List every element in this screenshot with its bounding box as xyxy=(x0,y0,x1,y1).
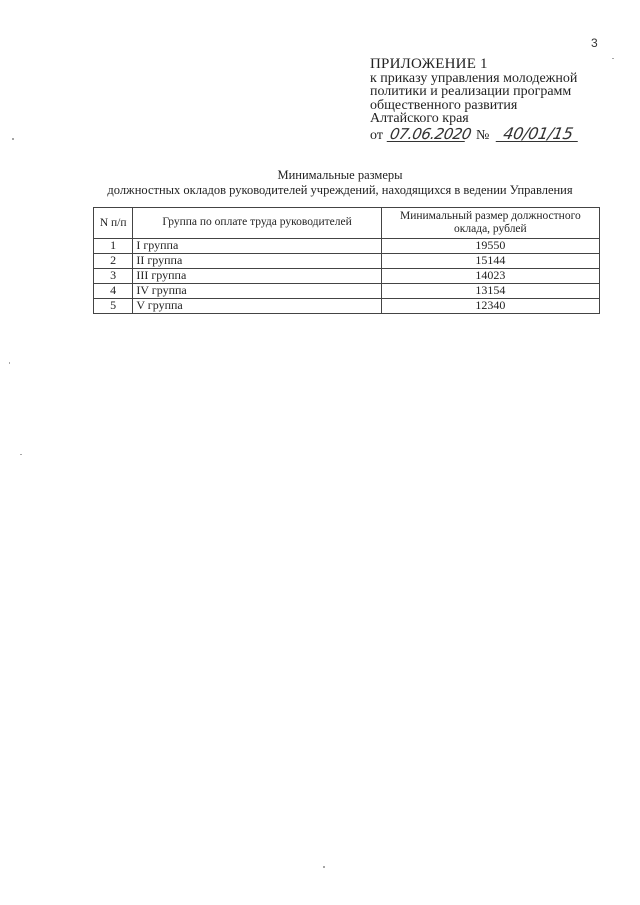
cell-n: 1 xyxy=(94,239,133,254)
annex-line: к приказу управления молодежной xyxy=(370,70,578,86)
cell-n: 2 xyxy=(94,254,133,269)
number-sign: № xyxy=(475,127,490,143)
cell-amount: 15144 xyxy=(381,254,599,269)
scan-speck xyxy=(323,866,325,868)
scan-speck xyxy=(9,362,10,364)
document-subheading: должностных окладов руководителей учреждений, находящихся в ведении Управления xyxy=(107,183,573,197)
date-prefix: от xyxy=(370,127,383,143)
scan-speck xyxy=(612,58,614,59)
scan-speck xyxy=(12,138,14,140)
handwritten-order-number: 40/01/15 xyxy=(495,127,580,142)
table-row xyxy=(94,254,600,269)
table-row xyxy=(94,269,600,284)
annex-title: ПРИЛОЖЕНИЕ 1 xyxy=(370,56,488,72)
cell-group: V группа xyxy=(133,299,381,314)
annex-line: Алтайского края xyxy=(370,111,469,126)
cell-group: IV группа xyxy=(133,284,381,299)
cell-n: 3 xyxy=(94,269,133,284)
cell-amount: 13154 xyxy=(381,284,599,299)
cell-n: 5 xyxy=(94,299,133,314)
scan-speck xyxy=(20,454,22,455)
table-row xyxy=(94,284,600,299)
page-number: 3 xyxy=(591,36,598,50)
annex-line: общественного развития xyxy=(370,97,518,113)
annex-block xyxy=(370,58,630,142)
document-heading: Минимальные размеры xyxy=(277,168,403,182)
table-row xyxy=(94,299,600,314)
annex-line: политики и реализации программ xyxy=(370,84,572,99)
order-date-number xyxy=(370,123,630,143)
cell-group: II группа xyxy=(133,254,381,269)
cell-group: I группа xyxy=(133,239,381,254)
table-row xyxy=(94,239,600,254)
handwritten-date: 07.06.2020 xyxy=(388,124,474,143)
header-n: N п/п xyxy=(94,208,133,239)
cell-amount: 12340 xyxy=(381,299,599,314)
header-amount: Минимальный размер должностного оклада, рублей xyxy=(381,208,599,239)
cell-amount: 14023 xyxy=(381,269,599,284)
table-header-row xyxy=(94,208,600,239)
cell-amount: 19550 xyxy=(381,239,599,254)
cell-group: III группа xyxy=(133,269,381,284)
header-group: Группа по оплате труда руководителей xyxy=(133,208,381,239)
cell-n: 4 xyxy=(94,284,133,299)
salary-table xyxy=(93,207,600,314)
